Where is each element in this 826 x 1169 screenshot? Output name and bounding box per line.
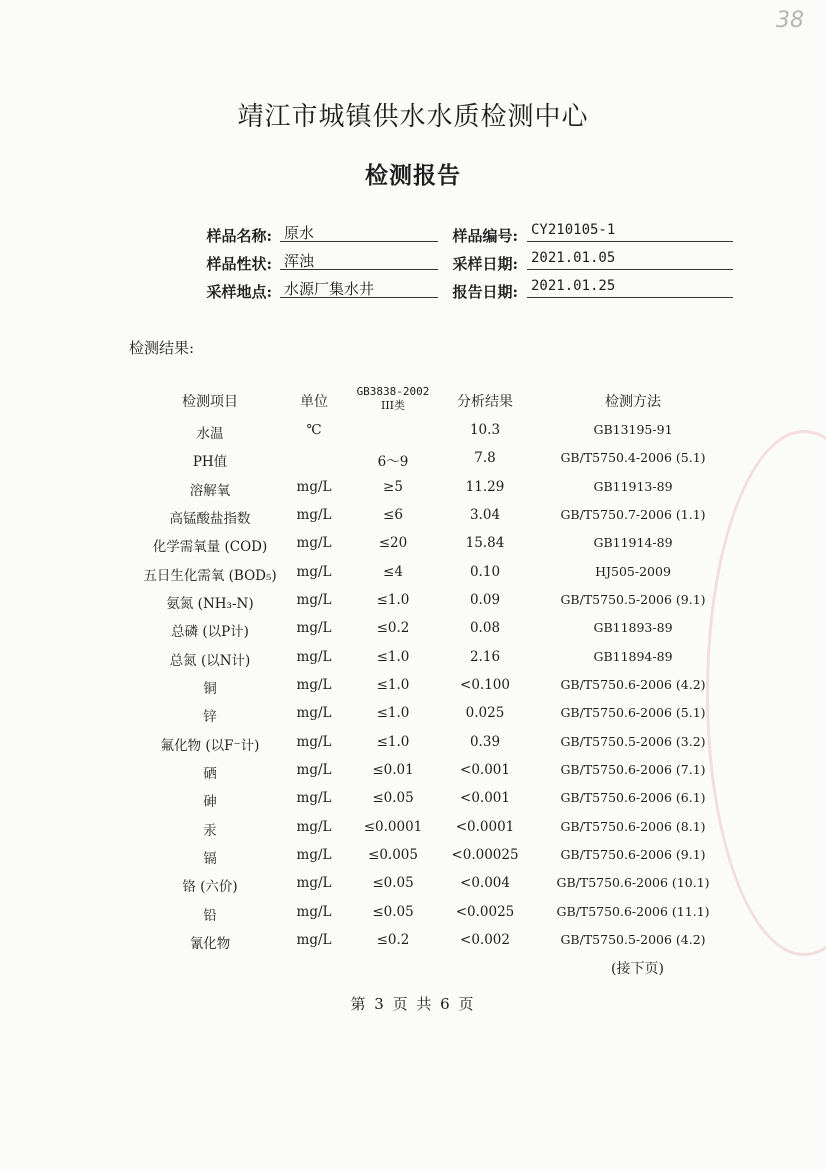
header-standard-line2: III类 [380,399,406,412]
continue-note: (接下页) [611,961,664,977]
row-method: GB/T5750.5-2006 (4.2) [560,932,706,947]
row-item: 总磷 (以P计) [171,624,249,640]
row-result: 0.39 [469,734,501,750]
row-result: <0.001 [460,790,510,806]
row-method: GB/T5750.7-2006 (1.1) [560,507,706,522]
row-unit: mg/L [296,507,332,523]
row-method: GB/T5750.5-2006 (9.1) [560,592,706,607]
row-method: GB/T5750.6-2006 (8.1) [560,819,706,834]
row-standard: ≤20 [378,535,408,551]
results-label: 检测结果: [129,339,195,357]
row-item: 五日生化需氧 (BOD₅) [143,568,277,584]
row-standard: ≤0.2 [376,932,410,948]
row-standard: ≤1.0 [376,592,410,608]
row-method: GB/T5750.6-2006 (4.2) [560,677,706,692]
row-standard: ≤0.0001 [363,819,423,835]
row-item: 氰化物 [189,936,231,952]
row-standard: ≤0.05 [372,790,414,806]
row-item: 砷 [203,794,217,810]
row-method: GB/T5750.6-2006 (9.1) [560,847,706,862]
row-unit: mg/L [296,592,332,608]
row-standard: ≤1.0 [376,649,410,665]
row-unit: mg/L [296,705,332,721]
sampling-date-value: 2021.01.05 [527,250,733,270]
row-unit: mg/L [296,875,332,891]
row-unit: mg/L [296,649,332,665]
row-method: GB/T5750.4-2006 (5.1) [560,450,706,465]
row-standard: ≤4 [383,564,403,580]
row-result: 15.84 [465,535,505,551]
row-item: 铜 [203,681,217,697]
row-item: 总氮 (以N计) [169,653,251,669]
row-method: GB/T5750.5-2006 (3.2) [560,734,706,749]
row-standard: 6～9 [377,454,409,470]
header-method: 检测方法 [605,394,661,410]
sample-id-value: CY210105-1 [527,222,733,242]
report-title: 检测报告 [365,162,461,189]
header-result: 分析结果 [457,394,513,410]
row-method: GB11914-89 [593,535,673,550]
row-item: 硒 [203,766,217,782]
row-result: <0.002 [460,932,510,948]
sampling-location-value: 水源厂集水井 [280,278,438,298]
sampling-location-label: 采样地点: [206,283,272,301]
row-result: 0.10 [469,564,501,580]
row-item: 锌 [203,709,217,725]
row-item: 铬 (六价) [182,879,238,895]
row-method: GB11913-89 [593,479,673,494]
row-standard: ≤1.0 [376,734,410,750]
row-unit: mg/L [296,847,332,863]
row-item: PH值 [192,454,228,470]
sample-state-value: 浑浊 [280,250,438,270]
row-result: 0.025 [465,705,505,721]
row-unit: mg/L [296,535,332,551]
row-unit: mg/L [296,819,332,835]
sample-id-label: 样品编号: [452,227,518,245]
row-method: GB/T5750.6-2006 (5.1) [560,705,706,720]
row-item: 高锰酸盐指数 [169,511,251,527]
report-date-label: 报告日期: [452,283,518,301]
row-unit: mg/L [296,762,332,778]
row-result: 7.8 [474,450,496,466]
row-item: 铅 [203,908,217,924]
page-footer: 第 3 页 共 6 页 [350,995,476,1013]
row-unit: mg/L [296,734,332,750]
row-item: 氨氮 (NH₃-N) [166,596,254,612]
report-date-value: 2021.01.25 [527,278,733,298]
row-standard: ≤0.2 [376,620,410,636]
row-result: <0.00025 [451,847,519,863]
row-result: <0.001 [460,762,510,778]
row-result: <0.004 [460,875,510,891]
row-item: 溶解氧 [189,483,231,499]
row-standard: ≤0.01 [372,762,414,778]
row-method: GB/T5750.6-2006 (10.1) [556,875,710,890]
row-result: <0.0001 [455,819,515,835]
row-standard: ≤1.0 [376,705,410,721]
handwritten-page-number: 38 [776,8,804,33]
row-unit: mg/L [296,790,332,806]
row-unit: mg/L [296,932,332,948]
row-unit: mg/L [296,620,332,636]
row-unit: mg/L [296,677,332,693]
row-result: 3.04 [469,507,501,523]
header-item: 检测项目 [182,394,238,410]
sample-name-value: 原水 [280,222,438,242]
row-result: <0.0025 [455,904,515,920]
row-unit: mg/L [296,479,332,495]
row-item: 汞 [203,823,217,839]
row-item: 氟化物 (以F⁻计) [160,738,260,754]
row-result: 10.3 [469,422,501,438]
row-method: GB/T5750.6-2006 (7.1) [560,762,706,777]
sampling-date-label: 采样日期: [452,255,518,273]
organization-title: 靖江市城镇供水水质检测中心 [237,102,589,132]
row-standard: ≥5 [383,479,403,495]
row-method: GB13195-91 [593,422,673,437]
row-result: 0.09 [469,592,501,608]
sample-state-label: 样品性状: [206,255,272,273]
row-result: 0.08 [469,620,501,636]
row-result: <0.100 [460,677,510,693]
row-unit: mg/L [296,904,332,920]
row-item: 水温 [196,426,224,442]
row-standard: ≤0.005 [368,847,418,863]
row-method: HJ505-2009 [595,564,671,579]
row-standard: ≤0.05 [372,875,414,891]
row-method: GB11894-89 [593,649,673,664]
row-standard: ≤0.05 [372,904,414,920]
row-item: 化学需氧量 (COD) [152,539,268,555]
row-method: GB/T5750.6-2006 (11.1) [556,904,710,919]
row-standard: ≤6 [383,507,403,523]
sample-name-label: 样品名称: [206,227,272,245]
header-standard-line1: GB3838-2002 [356,385,430,398]
row-unit: mg/L [296,564,332,580]
row-method: GB11893-89 [593,620,673,635]
row-result: 2.16 [469,649,501,665]
row-method: GB/T5750.6-2006 (6.1) [560,790,706,805]
header-unit: 单位 [300,394,328,410]
row-unit: ℃ [306,422,322,438]
row-result: 11.29 [465,479,505,495]
row-standard: ≤1.0 [376,677,410,693]
row-item: 镉 [203,851,217,867]
